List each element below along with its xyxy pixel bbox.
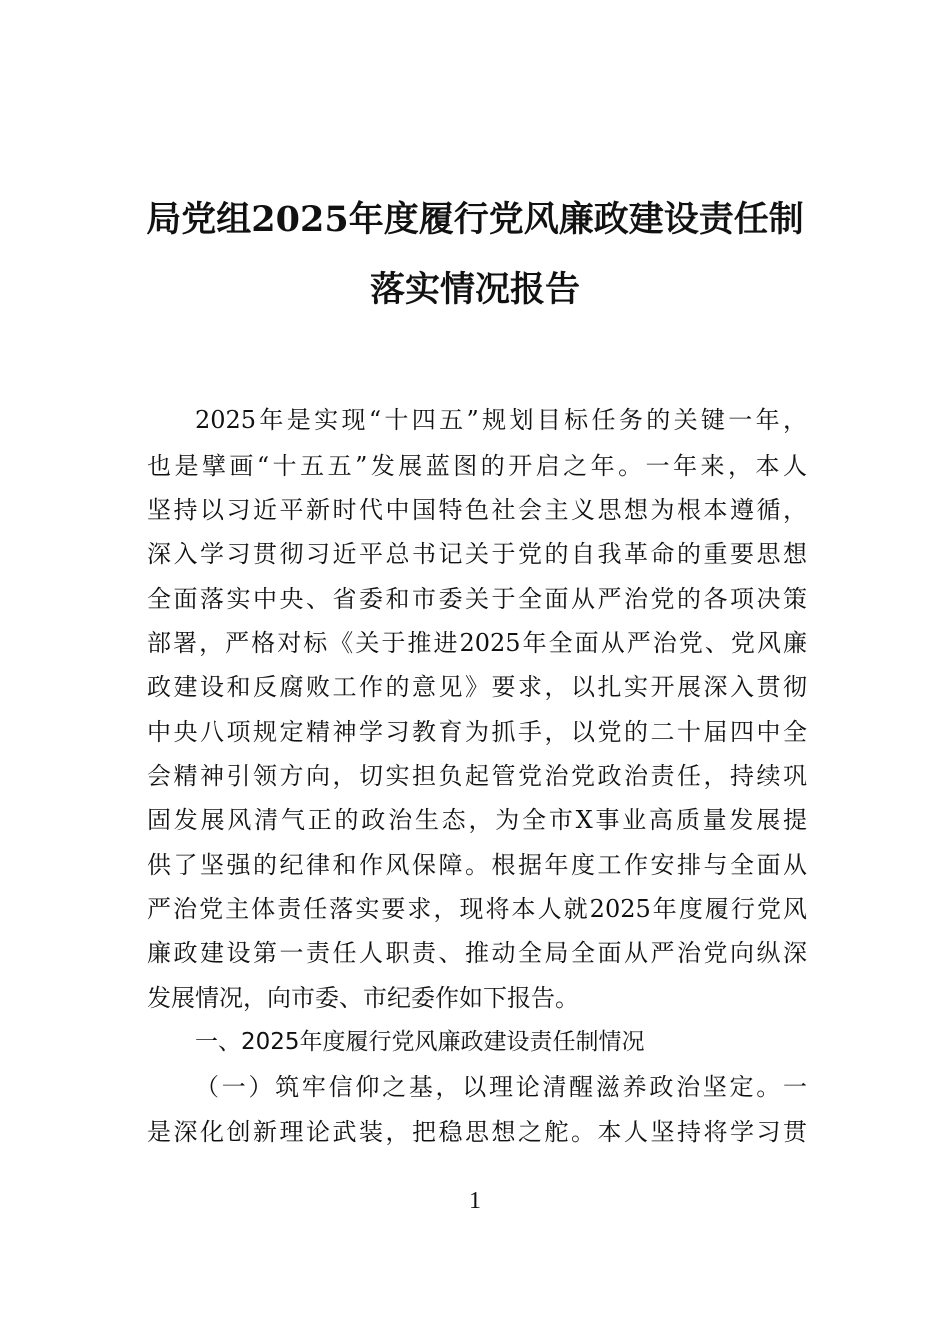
paragraph-line: 廉政建设第一责任人职责、推动全局全面从严治党向纵深 — [147, 939, 807, 967]
paragraph-line: 中央八项规定精神学习教育为抓手，以党的二十届四中全 — [147, 718, 807, 746]
paragraph-line: 供了坚强的纪律和作风保障。根据年度工作安排与全面从 — [147, 851, 807, 879]
paragraph-line: 坚持以习近平新时代中国特色社会主义思想为根本遵循， — [147, 496, 807, 524]
section-heading: 一、2025年度履行党风廉政建设责任制情况 — [195, 1029, 645, 1055]
paragraph-line: 固发展风清气正的政治生态，为全市X事业高质量发展提 — [147, 806, 807, 834]
paragraph-line: 政建设和反腐败工作的意见》要求，以扎实开展深入贯彻 — [147, 673, 807, 701]
subsection-line: 是深化创新理论武装，把稳思想之舵。本人坚持将学习贯 — [147, 1118, 807, 1146]
paragraph-line: 部署，严格对标《关于推进2025年全面从严治党、党风廉 — [147, 629, 807, 657]
paragraph-line: 深入学习贯彻习近平总书记关于党的自我革命的重要思想 — [147, 540, 807, 568]
document-title-line-1: 局党组2025年度履行党风廉政建设责任制 — [146, 199, 804, 240]
paragraph-line: 全面落实中央、省委和市委关于全面从严治党的各项决策 — [147, 585, 807, 613]
subsection-line: （一）筑牢信仰之基，以理论清醒滋养政治坚定。一 — [195, 1073, 807, 1101]
page-number: 1 — [469, 1188, 481, 1214]
paragraph-line: 发展情况，向市委、市纪委作如下报告。 — [147, 984, 579, 1012]
paragraph-line: 2025年是实现“十四五”规划目标任务的关键一年， — [195, 406, 807, 434]
paragraph-line: 会精神引领方向，切实担负起管党治党政治责任，持续巩 — [147, 762, 807, 790]
paragraph-line: 也是擘画“十五五”发展蓝图的开启之年。一年来，本人 — [147, 452, 807, 480]
paragraph-line: 严治党主体责任落实要求，现将本人就2025年度履行党风 — [147, 895, 807, 923]
document-title-line-2: 落实情况报告 — [369, 269, 580, 310]
